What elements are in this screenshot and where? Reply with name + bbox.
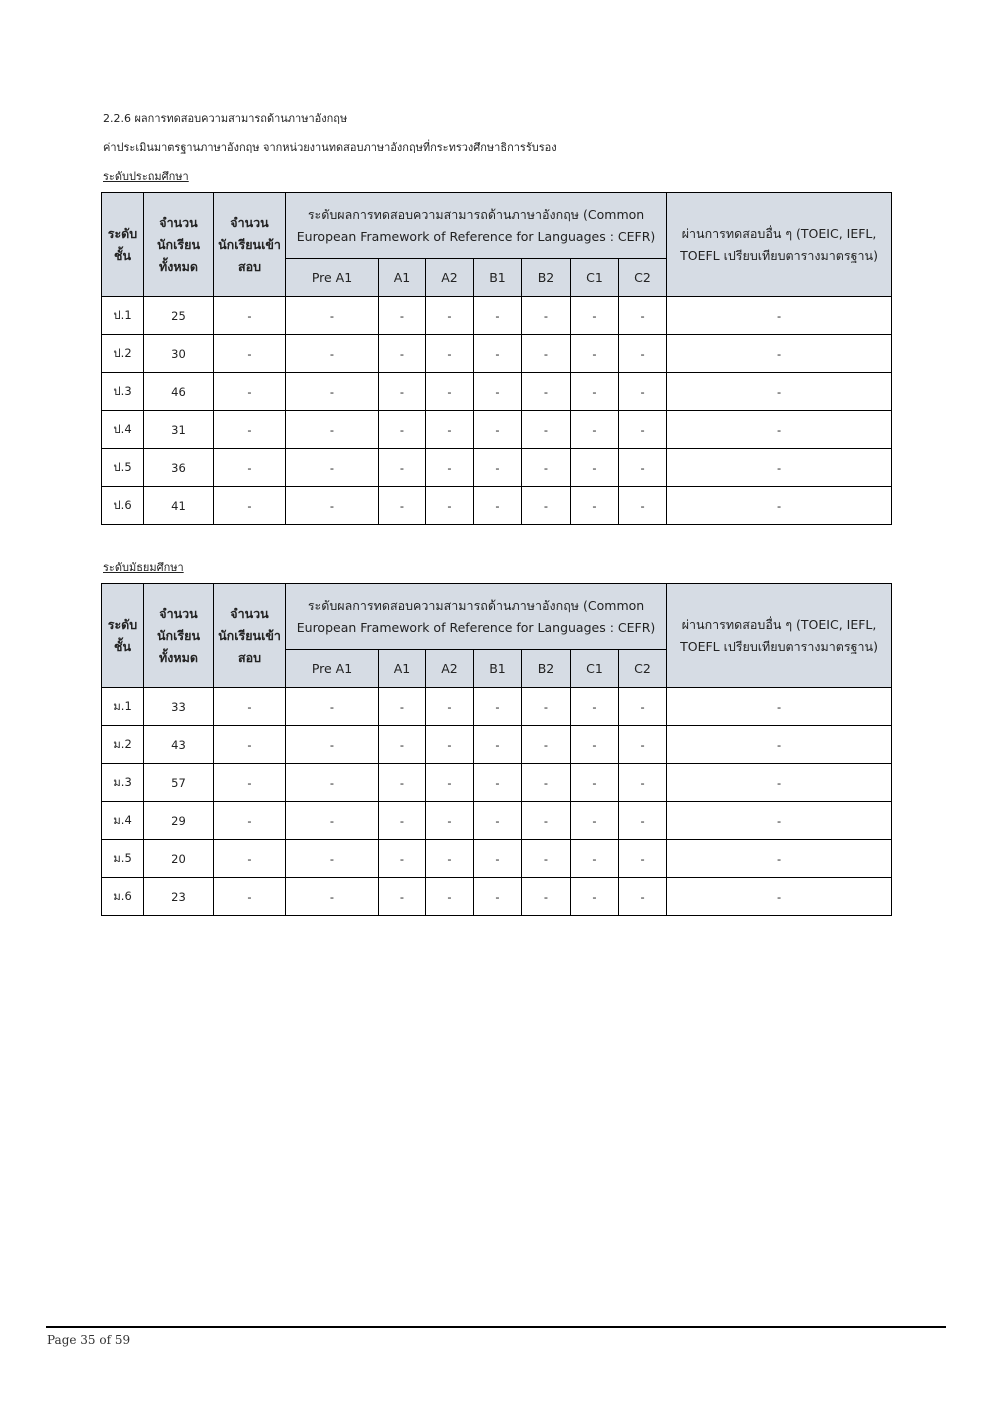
grade-cell: ป.1 [102,297,144,335]
section-subheading: ค่าประเมินมาตรฐานภาษาอังกฤษ จากหน่วยงานทดสอบภาษาอังกฤษที่กระทรวงศึกษาธิการรับรอง [103,141,557,154]
total-cell: 57 [144,764,214,802]
other-tests-header: ผ่านการทดสอบอื่น ๆ (TOEIC, IEFL, TOEFL เปรียบเทียบตารางมาตรฐาน) [667,584,892,688]
takers-cell: - [214,487,286,525]
c2-cell: - [619,840,667,878]
a1-cell: - [379,802,426,840]
b1-cell: - [474,449,522,487]
section-heading: 2.2.6 ผลการทดสอบความสามารถด้านภาษาอังกฤษ [103,112,348,125]
level-header-a1: A1 [379,259,426,297]
grade-cell: ม.4 [102,802,144,840]
takers-cell: - [214,449,286,487]
b2-cell: - [522,297,571,335]
level-header-a1: A1 [379,650,426,688]
b1-cell: - [474,764,522,802]
level-header-b1: B1 [474,650,522,688]
c2-cell: - [619,297,667,335]
table-row [102,411,892,449]
test-takers-header: จำนวนนักเรียนเข้าสอบ [214,193,286,297]
b1-cell: - [474,726,522,764]
total-cell: 33 [144,688,214,726]
b1-cell: - [474,878,522,916]
other-cell: - [667,297,892,335]
a1-cell: - [379,878,426,916]
other-cell: - [667,487,892,525]
takers-cell: - [214,802,286,840]
a2-cell: - [426,411,474,449]
takers-cell: - [214,688,286,726]
page-number: Page 35 of 59 [47,1333,131,1347]
c2-cell: - [619,335,667,373]
c1-cell: - [571,411,619,449]
a2-cell: - [426,878,474,916]
other-cell: - [667,726,892,764]
total-cell: 29 [144,802,214,840]
pre-a1-cell: - [286,878,379,916]
table-row [102,487,892,525]
a2-cell: - [426,297,474,335]
secondary-cefr-table [101,583,892,916]
pre-a1-cell: - [286,840,379,878]
primary-cefr-table [101,192,892,525]
total-students-header: จำนวนนักเรียนทั้งหมด [144,193,214,297]
a1-cell: - [379,764,426,802]
secondary-level-label: ระดับมัธยมศึกษา [103,561,184,574]
grade-cell: ม.3 [102,764,144,802]
a1-cell: - [379,373,426,411]
pre-a1-cell: - [286,764,379,802]
total-students-header: จำนวนนักเรียนทั้งหมด [144,584,214,688]
pre-a1-cell: - [286,487,379,525]
c2-cell: - [619,764,667,802]
grade-cell: ป.5 [102,449,144,487]
c1-cell: - [571,373,619,411]
a1-cell: - [379,335,426,373]
other-tests-header: ผ่านการทดสอบอื่น ๆ (TOEIC, IEFL, TOEFL เปรียบเทียบตารางมาตรฐาน) [667,193,892,297]
b2-cell: - [522,878,571,916]
b1-cell: - [474,335,522,373]
b1-cell: - [474,840,522,878]
total-cell: 30 [144,335,214,373]
other-cell: - [667,373,892,411]
c1-cell: - [571,688,619,726]
b2-cell: - [522,373,571,411]
b1-cell: - [474,802,522,840]
b1-cell: - [474,487,522,525]
b2-cell: - [522,335,571,373]
other-cell: - [667,411,892,449]
b1-cell: - [474,688,522,726]
other-cell: - [667,688,892,726]
c2-cell: - [619,802,667,840]
c1-cell: - [571,487,619,525]
grade-cell: ป.2 [102,335,144,373]
c1-cell: - [571,449,619,487]
takers-cell: - [214,335,286,373]
takers-cell: - [214,726,286,764]
takers-cell: - [214,764,286,802]
level-header-c1: C1 [571,650,619,688]
a1-cell: - [379,487,426,525]
b2-cell: - [522,726,571,764]
other-cell: - [667,878,892,916]
table-row [102,726,892,764]
takers-cell: - [214,411,286,449]
pre-a1-cell: - [286,335,379,373]
grade-header: ระดับชั้น [102,584,144,688]
takers-cell: - [214,373,286,411]
c1-cell: - [571,726,619,764]
b2-cell: - [522,764,571,802]
cefr-group-header: ระดับผลการทดสอบความสามารถด้านภาษาอังกฤษ (Common European Framework of Reference for Languages : CEFR) [286,584,667,650]
a2-cell: - [426,688,474,726]
takers-cell: - [214,297,286,335]
b2-cell: - [522,802,571,840]
c1-cell: - [571,335,619,373]
takers-cell: - [214,878,286,916]
level-header-a2: A2 [426,650,474,688]
a1-cell: - [379,840,426,878]
c2-cell: - [619,411,667,449]
total-cell: 25 [144,297,214,335]
c2-cell: - [619,487,667,525]
a2-cell: - [426,373,474,411]
b1-cell: - [474,297,522,335]
footer-divider [46,1326,946,1328]
other-cell: - [667,840,892,878]
level-header-c2: C2 [619,650,667,688]
total-cell: 20 [144,840,214,878]
total-cell: 43 [144,726,214,764]
c2-cell: - [619,449,667,487]
a2-cell: - [426,802,474,840]
a1-cell: - [379,297,426,335]
table-row [102,297,892,335]
b2-cell: - [522,449,571,487]
total-cell: 31 [144,411,214,449]
grade-header: ระดับชั้น [102,193,144,297]
a1-cell: - [379,449,426,487]
table-row [102,373,892,411]
total-cell: 23 [144,878,214,916]
table-row [102,335,892,373]
c1-cell: - [571,802,619,840]
table-row [102,802,892,840]
a2-cell: - [426,840,474,878]
c2-cell: - [619,688,667,726]
table-row [102,688,892,726]
level-header-pre-a1: Pre A1 [286,650,379,688]
level-header-b2: B2 [522,259,571,297]
b2-cell: - [522,411,571,449]
c1-cell: - [571,878,619,916]
grade-cell: ป.6 [102,487,144,525]
a1-cell: - [379,688,426,726]
other-cell: - [667,449,892,487]
primary-level-label: ระดับประถมศึกษา [103,170,189,183]
a1-cell: - [379,411,426,449]
b2-cell: - [522,487,571,525]
c1-cell: - [571,840,619,878]
total-cell: 46 [144,373,214,411]
b1-cell: - [474,373,522,411]
pre-a1-cell: - [286,449,379,487]
grade-cell: ป.3 [102,373,144,411]
c2-cell: - [619,878,667,916]
pre-a1-cell: - [286,802,379,840]
b2-cell: - [522,688,571,726]
grade-cell: ม.6 [102,878,144,916]
table-row [102,840,892,878]
takers-cell: - [214,840,286,878]
level-header-pre-a1: Pre A1 [286,259,379,297]
a2-cell: - [426,487,474,525]
a1-cell: - [379,726,426,764]
pre-a1-cell: - [286,411,379,449]
other-cell: - [667,802,892,840]
b2-cell: - [522,840,571,878]
a2-cell: - [426,449,474,487]
a2-cell: - [426,764,474,802]
level-header-c1: C1 [571,259,619,297]
table-row [102,878,892,916]
cefr-group-header: ระดับผลการทดสอบความสามารถด้านภาษาอังกฤษ (Common European Framework of Reference for Languages : CEFR) [286,193,667,259]
c1-cell: - [571,297,619,335]
test-takers-header: จำนวนนักเรียนเข้าสอบ [214,584,286,688]
a2-cell: - [426,726,474,764]
level-header-a2: A2 [426,259,474,297]
b1-cell: - [474,411,522,449]
level-header-c2: C2 [619,259,667,297]
grade-cell: ป.4 [102,411,144,449]
pre-a1-cell: - [286,726,379,764]
c1-cell: - [571,764,619,802]
c2-cell: - [619,726,667,764]
pre-a1-cell: - [286,688,379,726]
table-row [102,449,892,487]
grade-cell: ม.2 [102,726,144,764]
grade-cell: ม.5 [102,840,144,878]
pre-a1-cell: - [286,297,379,335]
other-cell: - [667,335,892,373]
total-cell: 36 [144,449,214,487]
level-header-b2: B2 [522,650,571,688]
other-cell: - [667,764,892,802]
pre-a1-cell: - [286,373,379,411]
c2-cell: - [619,373,667,411]
a2-cell: - [426,335,474,373]
table-row [102,764,892,802]
grade-cell: ม.1 [102,688,144,726]
total-cell: 41 [144,487,214,525]
level-header-b1: B1 [474,259,522,297]
